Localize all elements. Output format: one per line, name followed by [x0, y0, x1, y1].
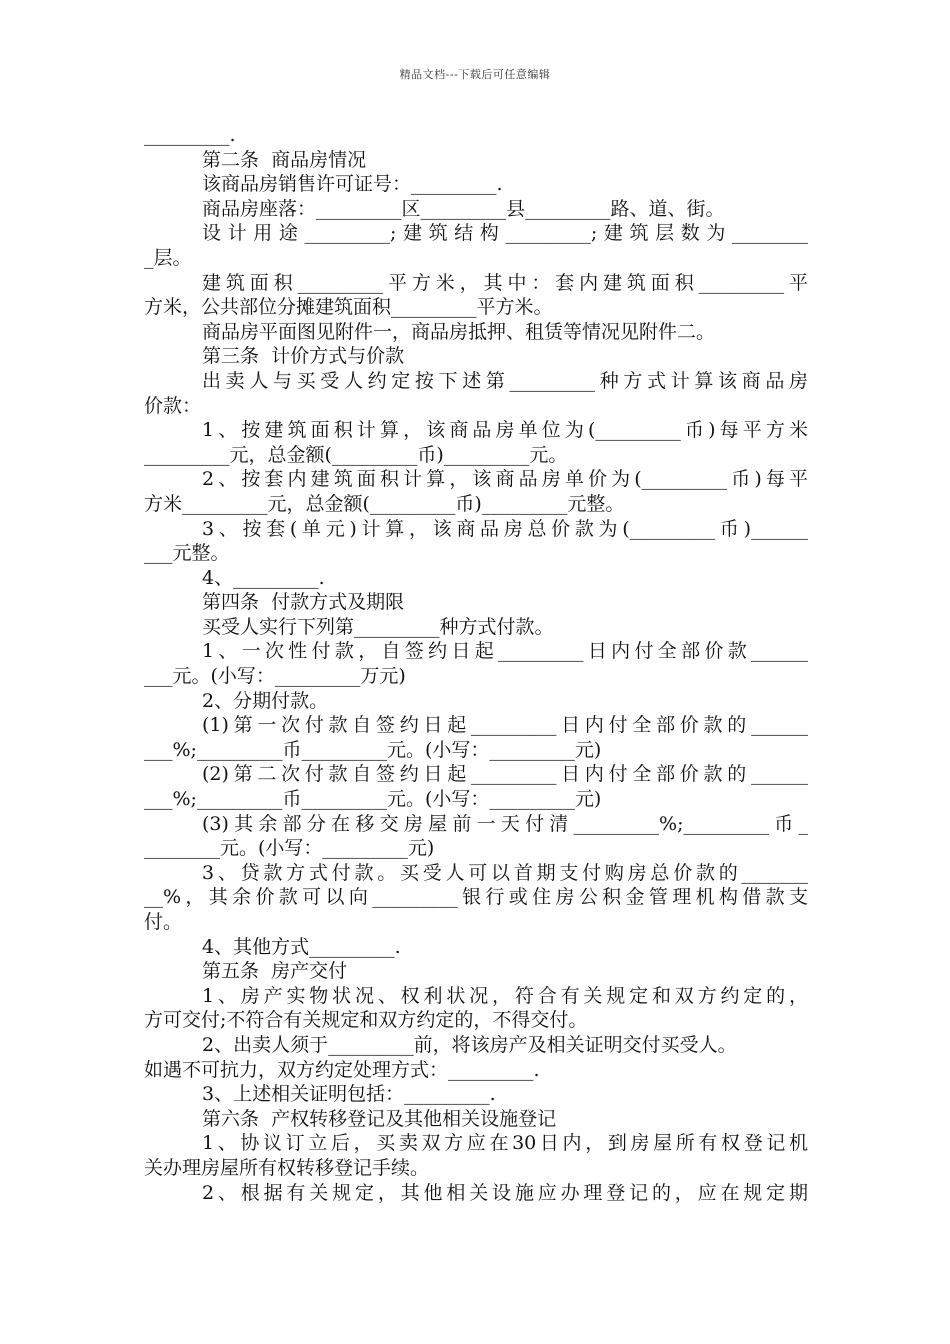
text-line: __%，其余价款可以向_________银行或住房公积金管理机构借款支 [144, 886, 808, 909]
text-line: (2)第二次付款自签约日起_________日内付全部价款的______ [202, 763, 808, 786]
text-line: 方米，公共部位分摊建筑面积_________平方米。 [144, 296, 553, 319]
text-line: 2、分期付款。 [202, 689, 329, 712]
text-line: 商品房座落：_________区_________县_________路、道、街。 [202, 197, 725, 220]
text-line: 买受人实行下列第_________种方式付款。 [202, 615, 554, 638]
text-line: ___%;_________币_________元。(小写：_________元) [144, 788, 602, 811]
text-line: 第五条 房产交付 [202, 960, 348, 983]
text-line: 如遇不可抗力，双方约定处理方式：_________. [144, 1058, 540, 1081]
text-line: 第四条 付款方式及期限 [202, 591, 405, 614]
text-line: 第二条 商品房情况 [202, 148, 367, 171]
text-line: 设计用途_________;建筑结构_________;建筑层数为________ [202, 222, 808, 245]
text-line: 关办理房屋所有权转移登记手续。 [144, 1156, 430, 1179]
text-line: 商品房平面图见附件一，商品房抵押、租赁等情况见附件二。 [202, 320, 716, 343]
text-line: _________元，总金额(_________币)_________元。 [144, 443, 568, 466]
text-line: 3、贷款方式付款。买受人可以首期支付购房总价款的_______ [202, 861, 808, 884]
text-line: ___元整。 [144, 542, 230, 565]
text-line: 2、按套内建筑面积计算，该商品房单价为(_________币)每平 [202, 468, 808, 491]
text-line: 1、按建筑面积计算，该商品房单位为(_________币)每平方米 [202, 419, 808, 442]
text-line: 方可交付;不符合有关规定和双方约定的，不得交付。 [144, 1009, 588, 1032]
text-line: ___%;_________币_________元。(小写：_________元) [144, 738, 602, 761]
text-line: (1)第一次付款自签约日起_________日内付全部价款的______ [202, 714, 808, 737]
text-line: _层。 [144, 246, 192, 269]
contract-body [144, 123, 808, 1205]
page-header: 精品文档---下载后可任意编辑 [399, 68, 551, 81]
text-line: _________. [144, 124, 236, 146]
text-line: 3、按套(单元)计算，该商品房总价款为(_________币)______ [202, 517, 808, 540]
text-line: ___元。(小写：_________万元) [144, 665, 406, 688]
text-line: 第三条 计价方式与价款 [202, 345, 405, 368]
text-line: 该商品房销售许可证号：_________. [202, 173, 503, 196]
text-line: 4、其他方式_________. [202, 935, 401, 958]
text-line: (3)其余部分在移交房屋前一天付清_________%;_________币_ [202, 812, 808, 835]
text-line: 1、房产实物状况、权利状况，符合有关规定和双方约定的， [202, 984, 808, 1007]
text-line: 3、上述相关证明包括：_________. [202, 1083, 496, 1106]
text-line: 2、出卖人须于_________前，将该房产及相关证明交付买受人。 [202, 1033, 737, 1056]
text-line: 出卖人与买受人约定按下述第_________种方式计算该商品房 [202, 369, 808, 392]
text-line: ________元。(小写：_________元) [144, 837, 435, 860]
text-line: 1、一次性付款，自签约日起_________日内付全部价款______ [202, 640, 808, 663]
text-line: 第六条 产权转移登记及其他相关设施登记 [202, 1107, 557, 1130]
text-line: 方米_________元，总金额(_________币)_________元整。 [144, 492, 625, 515]
text-line: 1、协议订立后，买卖双方应在30日内，到房屋所有权登记机 [202, 1132, 808, 1155]
text-line: 付。 [144, 911, 183, 933]
text-line: 价款： [144, 394, 202, 417]
text-line: 4、_________. [202, 566, 325, 589]
text-line: 2、根据有关规定，其他相关设施应办理登记的，应在规定期 [202, 1181, 808, 1204]
text-line: 建筑面积_________平方米，其中：套内建筑面积_________平 [202, 271, 808, 294]
